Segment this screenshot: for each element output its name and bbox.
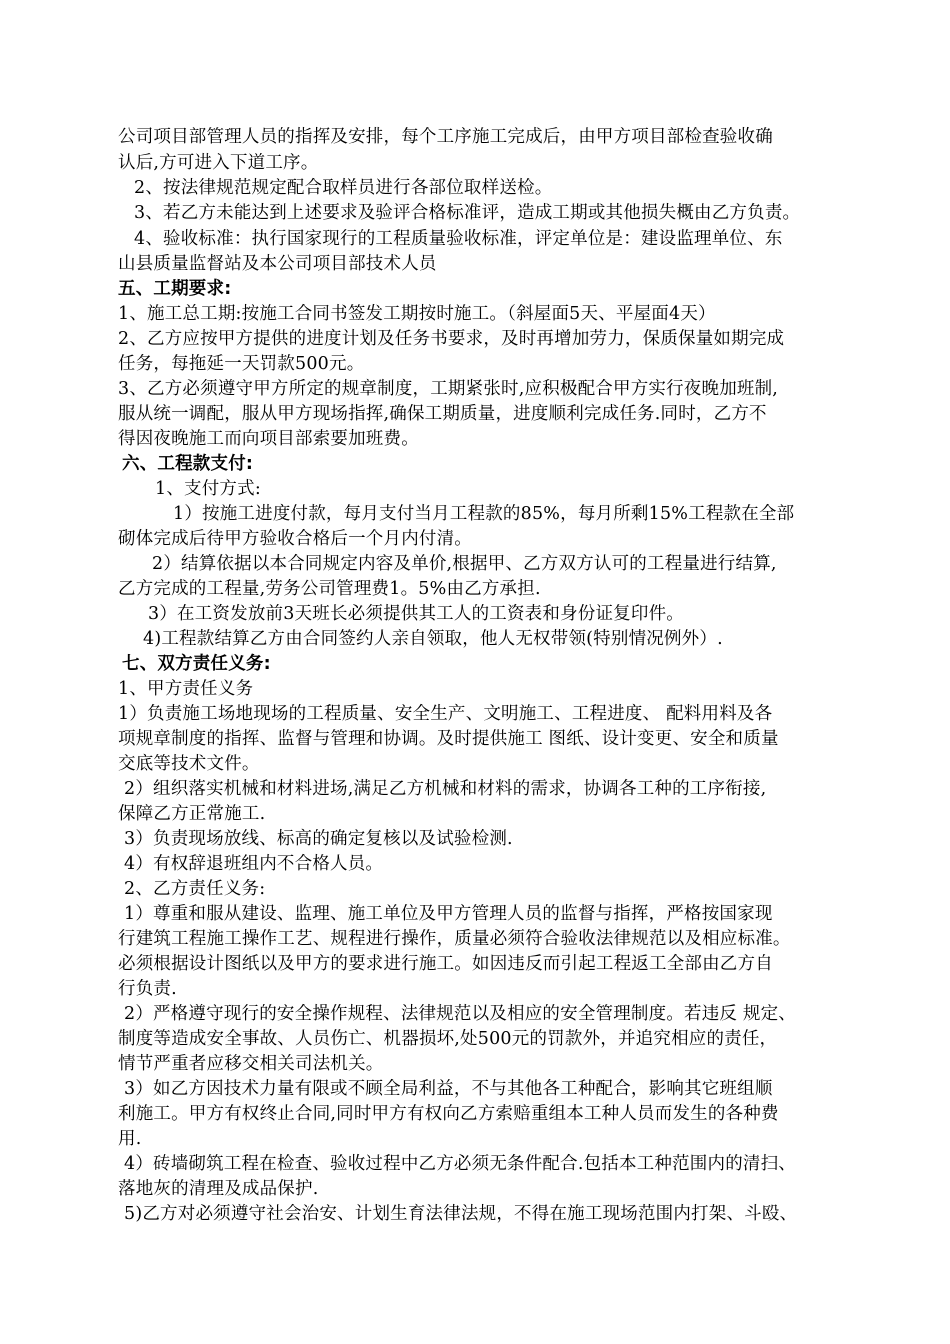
text-line: 山县质量监督站及本公司项目部技术人员 [118, 254, 437, 274]
text-line: 必须根据设计图纸以及甲方的要求进行施工。如因违反而引起工程返工全部由乙方自 [118, 954, 773, 974]
text-line: 2、按法律规范规定配合取样员进行各部位取样送检。 [134, 178, 553, 198]
section-heading: 六、工程款支付: [122, 454, 254, 474]
text-line: 2、乙方责任义务: [124, 879, 266, 899]
text-line: 公司项目部管理人员的指挥及安排，每个工序施工完成后，由甲方项目部检查验收确 [118, 127, 773, 147]
text-line: 落地灰的清理及成品保护. [118, 1179, 319, 1199]
text-line: 2）严格遵守现行的安全操作规程、法律规范以及相应的安全管理制度。若违反 规定、 [124, 1004, 796, 1024]
text-line: 5)乙方对必须遵守社会治安、计划生育法律法规，不得在施工现场范围内打架、斗殴、 [124, 1204, 798, 1224]
text-line: 乙方完成的工程量,劳务公司管理费1。5%由乙方承担. [118, 579, 541, 599]
text-line: 3、若乙方未能达到上述要求及验评合格标准评，造成工期或其他损失概由乙方负责。 [134, 203, 801, 223]
text-line: 1）尊重和服从建设、监理、施工单位及甲方管理人员的监督与指挥，严格按国家现 [124, 904, 773, 924]
text-line: 制度等造成安全事故、人员伤亡、机器损坏,处500元的罚款外，并追究相应的责任， [118, 1029, 778, 1049]
text-line: 2、乙方应按甲方提供的进度计划及任务书要求，及时再增加劳力，保质保量如期完成 [118, 329, 785, 349]
text-line: 认后,方可进入下道工序。 [118, 153, 319, 173]
text-line: 情节严重者应移交相关司法机关。 [118, 1054, 384, 1074]
text-line: 任务，每拖延一天罚款500元。 [118, 354, 365, 374]
text-line: 砌体完成后待甲方验收合格后一个月内付清。 [118, 529, 472, 549]
text-line: 利施工。甲方有权终止合同,同时甲方有权向乙方索赔重组本工种人员而发生的各种费 [118, 1104, 779, 1124]
text-line: 3）如乙方因技术力量有限或不顾全局利益，不与其他各工种配合，影响其它班组顺 [124, 1079, 773, 1099]
text-line: 保障乙方正常施工. [118, 804, 266, 824]
text-line: 1、施工总工期:按施工合同书签发工期按时施工。（斜屋面5天、平屋面4天） [118, 304, 716, 324]
text-line: 3）在工资发放前3天班长必须提供其工人的工资表和身份证复印件。 [148, 604, 684, 624]
text-line: 1、甲方责任义务 [118, 679, 254, 699]
text-line: 用. [118, 1129, 142, 1149]
text-line: 得因夜晚施工而向项目部索要加班费。 [118, 429, 419, 449]
text-line: 2）结算依据以本合同规定内容及单价,根据甲、乙方双方认可的工程量进行结算, [152, 554, 777, 574]
text-line: 3）负责现场放线、标高的确定复核以及试验检测. [124, 829, 513, 849]
text-line: 行建筑工程施工操作工艺、规程进行操作，质量必须符合验收法律规范以及相应标准。 [118, 929, 791, 949]
text-line: 4、验收标准：执行国家现行的工程质量验收标准，评定单位是：建设监理单位、东 [134, 229, 783, 249]
text-line: 行负责. [118, 979, 177, 999]
text-line: 4）有权辞退班组内不合格人员。 [124, 854, 384, 874]
text-line: 1、支付方式: [155, 479, 261, 499]
text-line: 交底等技术文件。 [118, 754, 260, 774]
text-line: 4）砖墙砌筑工程在检查、验收过程中乙方必须无条件配合.包括本工种范围内的清扫、 [124, 1154, 796, 1174]
text-line: 服从统一调配，服从甲方现场指挥,确保工期质量，进度顺利完成任务.同时，乙方不 [118, 404, 767, 424]
text-line: 4)工程款结算乙方由合同签约人亲自领取，他人无权带领(特别情况例外）. [143, 629, 723, 649]
section-heading: 七、双方责任义务: [122, 654, 271, 674]
text-line: 1）按施工进度付款，每月支付当月工程款的85%，每月所剩15%工程款在全部 [173, 504, 795, 524]
text-line: 项规章制度的指挥、监督与管理和协调。及时提供施工 图纸、设计变更、安全和质量 [118, 729, 779, 749]
text-line: 1）负责施工场地现场的工程质量、安全生产、文明施工、工程进度、 配料用料及各 [118, 704, 773, 724]
text-line: 3、乙方必须遵守甲方所定的规章制度，工期紧张时,应积极配合甲方实行夜晚加班制, [118, 379, 779, 399]
text-line: 2）组织落实机械和材料进场,满足乙方机械和材料的需求，协调各工种的工序衔接, [124, 779, 767, 799]
section-heading: 五、工期要求: [118, 279, 232, 299]
